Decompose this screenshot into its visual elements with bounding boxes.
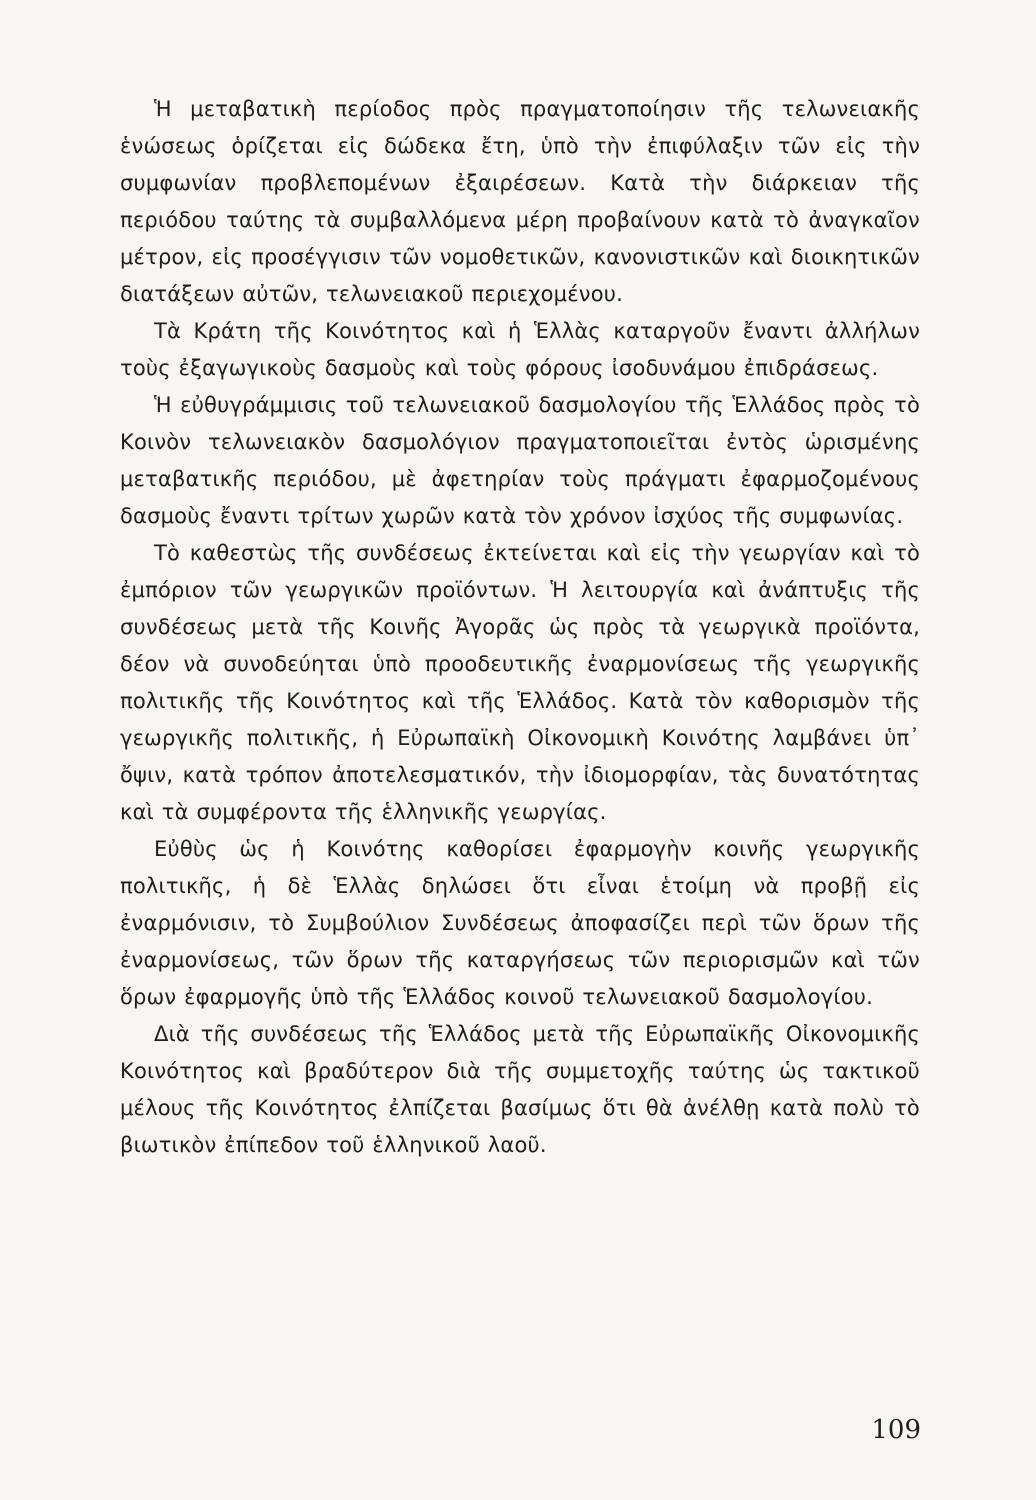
body-text <box>120 91 920 1164</box>
paragraph-5: Εὐθὺς ὡς ἡ Κοινότης καθορίσει ἐφαρμογὴν κοινῆς γεωργικῆς πολιτικῆς, ἡ δὲ Ἑλλὰς δηλώσει ὅτι εἶναι ἑτοίμη νὰ προβῇ εἰς ἐναρμόνισιν, τὸ Συμβούλιον Συνδέσεως ἀποφασίζει περὶ τῶν ὅρων τῆς ἐναρμονίσεως, τῶν ὅρων τῆς καταργήσεως τῶν περιορισμῶν καὶ τῶν ὅρων ἐφαρμογῆς ὑπὸ τῆς Ἑλλάδος κοινοῦ τελωνειακοῦ δασμολογίου. <box>120 837 920 1009</box>
paragraph-2: Τὰ Κράτη τῆς Κοινότητος καὶ ἡ Ἑλλὰς καταργοῦν ἔναντι ἀλλήλων τοὺς ἐξαγωγικοὺς δασμοὺς καὶ τοὺς φόρους ἰσοδυνάμου ἐπιδράσεως. <box>120 319 920 380</box>
paragraph-1: Ἡ μεταβατικὴ περίοδος πρὸς πραγματοποίησιν τῆς τελωνειακῆς ἑνώσεως ὁρίζεται εἰς δώδεκα ἔτη, ὑπὸ τὴν ἐπιφύλαξιν τῶν εἰς τὴν συμφωνίαν προβλεπομένων ἐξαιρέσεων. Κατὰ τὴν διάρκειαν τῆς περιόδου ταύτης τὰ συμβαλλόμενα μέρη προβαίνουν κατὰ τὸ ἀναγκαῖον μέτρον, εἰς προσέγγισιν τῶν νομοθετικῶν, κανονιστικῶν καὶ διοικητικῶν διατάξεων αὐτῶν, τελωνειακοῦ περιεχομένου. <box>120 97 920 306</box>
paragraph-3: Ἡ εὐθυγράμμισις τοῦ τελωνειακοῦ δασμολογίου τῆς Ἑλλάδος πρὸς τὸ Κοινὸν τελωνειακὸν δασμολόγιον πραγματοποιεῖται ἐντὸς ὡρισμένης μεταβατικῆς περιόδου, μὲ ἀφετηρίαν τοὺς πράγματι ἐφαρμοζομένους δασμοὺς ἔναντι τρίτων χωρῶν κατὰ τὸν χρόνον ἰσχύος τῆς συμφωνίας. <box>120 393 920 528</box>
paragraph-4: Τὸ καθεστὼς τῆς συνδέσεως ἐκτείνεται καὶ εἰς τὴν γεωργίαν καὶ τὸ ἐμπόριον τῶν γεωργικῶν προϊόντων. Ἡ λειτουργία καὶ ἀνάπτυξις τῆς συνδέσεως μετὰ τῆς Κοινῆς Ἀγορᾶς ὡς πρὸς τὰ γεωργικὰ προϊόντα, δέον νὰ συνοδεύηται ὑπὸ προοδευτικῆς ἐναρμονίσεως τῆς γεωργικῆς πολιτικῆς τῆς Κοινότητος καὶ τῆς Ἑλλάδος. Κατὰ τὸν καθορισμὸν τῆς γεωργικῆς πολιτικῆς, ἡ Εὐρωπαϊκὴ Οἰκονομικὴ Κοινότης λαμβάνει ὑπ᾽ ὄψιν, κατὰ τρόπον ἀποτελεσματικόν, τὴν ἰδιομορφίαν, τὰς δυνατότητας καὶ τὰ συμφέροντα τῆς ἑλληνικῆς γεωργίας. <box>120 541 920 824</box>
page-number: 109 <box>871 1415 921 1445</box>
paragraph-6: Διὰ τῆς συνδέσεως τῆς Ἑλλάδος μετὰ τῆς Εὐρωπαϊκῆς Οἰκονομικῆς Κοινότητος καὶ βραδύτερον διὰ τῆς συμμετοχῆς ταύτης ὡς τακτικοῦ μέλους τῆς Κοινότητος ἐλπίζεται βασίμως ὅτι θὰ ἀνέλθῃ κατὰ πολὺ τὸ βιωτικὸν ἐπίπεδον τοῦ ἑλληνικοῦ λαοῦ. <box>120 1022 920 1157</box>
